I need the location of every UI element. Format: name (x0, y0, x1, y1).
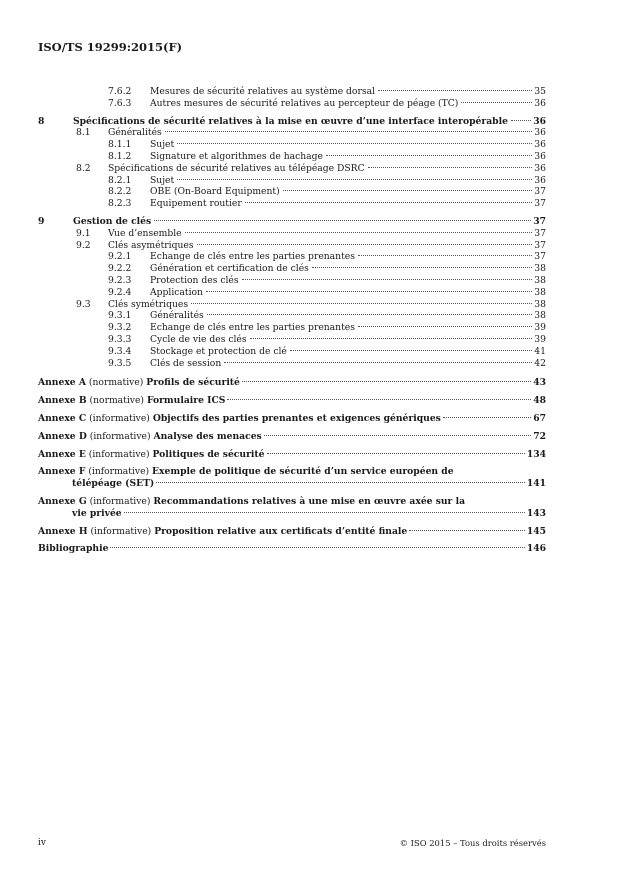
toc-entry[interactable] (38, 86, 546, 98)
toc-entry-page: 37 (534, 251, 546, 263)
toc-entry-page: 36 (534, 97, 546, 109)
annex-type: (normative) (88, 377, 144, 389)
dot-leader (156, 482, 525, 483)
toc-entry-number: 8.2.2 (108, 186, 132, 198)
annex-title: Exemple de politique de sécurité d’un service européen de (152, 466, 454, 478)
annex-title: Formulaire ICS (146, 395, 226, 407)
annex-page: 72 (533, 430, 546, 442)
annex-label: Annexe C (38, 412, 87, 424)
annex-label: Annexe A (38, 377, 86, 389)
annex-label: Annexe H (38, 525, 88, 537)
annex-label: Annexe F (38, 466, 86, 478)
toc-entry-title: Clés asymétriques (108, 239, 194, 251)
dot-leader (409, 530, 525, 531)
toc-entry-number: 9.3 (76, 298, 91, 310)
dot-leader (191, 303, 532, 304)
toc-entry-page: 36 (534, 139, 546, 151)
toc-entry-page: 35 (534, 86, 546, 97)
toc-entry-title: Généralités (108, 127, 162, 139)
toc-entry[interactable] (38, 358, 546, 370)
annex-title: Proposition relative aux certificats d’entité finale (154, 525, 408, 537)
annex-type: (informative) (89, 495, 151, 507)
toc-entry[interactable] (38, 175, 546, 187)
toc-entry-page: 38 (534, 263, 546, 275)
toc-entry-page: 41 (534, 345, 546, 357)
toc-entry-number: 9.2.3 (108, 274, 132, 286)
toc-entry-number: 7.6.2 (108, 86, 132, 97)
toc-entry[interactable] (38, 334, 546, 346)
toc-annex-entry[interactable] (38, 395, 546, 407)
dot-leader (245, 202, 533, 203)
toc-entry-title: Sujet (150, 174, 175, 186)
toc-entry-number: 9.3.4 (108, 345, 132, 357)
annex-label: Annexe E (38, 448, 86, 460)
annex-page: 67 (533, 412, 546, 424)
toc-entry[interactable] (38, 186, 546, 198)
annex-title: Analyse des menaces (153, 430, 262, 442)
dot-leader (242, 279, 533, 280)
toc-entry-number: 9.3.3 (108, 333, 132, 345)
dot-leader (511, 120, 531, 121)
toc-annex-entry[interactable] (38, 543, 546, 555)
toc-entry-page: 36 (534, 162, 546, 174)
toc-entry-number: 9.2.2 (108, 263, 132, 275)
annex-page: 143 (526, 507, 546, 519)
toc-entry-page: 38 (534, 310, 546, 322)
toc-entry-title: Stockage et protection de clé (150, 345, 287, 357)
annex-page: 48 (533, 395, 546, 407)
dot-leader (368, 167, 533, 168)
toc-annex-entry[interactable] (38, 449, 546, 461)
toc-entry[interactable] (38, 263, 546, 275)
dot-leader (378, 90, 532, 91)
toc-entry-title: Echange de clés entre les parties prenantes (150, 322, 355, 334)
annex-label: Annexe D (38, 430, 87, 442)
toc-entry[interactable] (38, 275, 546, 287)
toc-entry-page: 39 (534, 322, 546, 334)
toc-entry-number: 9 (38, 215, 45, 227)
dot-leader (461, 102, 532, 103)
toc-entry[interactable] (38, 163, 546, 175)
toc-entry-number: 8.2 (76, 162, 91, 174)
toc-entry-title: Application (150, 286, 203, 298)
toc-entry-page: 37 (534, 239, 546, 251)
toc-entry-title: Equipement routier (150, 198, 242, 210)
annex-label: Annexe B (38, 395, 87, 407)
toc-entry-title: Sujet (150, 139, 175, 151)
toc-annex-entry[interactable] (38, 526, 546, 538)
toc-entry-number: 9.2.1 (108, 251, 132, 263)
toc-entry-title: Spécifications de sécurité relatives au télépéage DSRC (108, 162, 365, 174)
toc-entry[interactable] (38, 151, 546, 163)
toc-entry-page: 36 (534, 127, 546, 139)
toc-entry-number: 9.2.4 (108, 286, 132, 298)
annex-type: (informative) (89, 430, 151, 442)
toc-entry-number: 7.6.3 (108, 97, 132, 109)
dot-leader (242, 381, 531, 382)
annex-title: Profils de sécurité (146, 377, 240, 389)
dot-leader (358, 326, 532, 327)
toc-entry-title: Clés symétriques (108, 298, 189, 310)
dot-leader (312, 267, 532, 268)
toc-entry-page: 42 (534, 357, 546, 369)
annex-type: (informative) (88, 448, 150, 460)
dot-leader (250, 338, 533, 339)
toc-entry-title: OBE (On-Board Equipment) (150, 186, 280, 198)
toc-entry[interactable] (38, 116, 546, 128)
toc-entry-title: Signature et algorithmes de hachage (150, 150, 323, 162)
toc-entry-page: 36 (534, 174, 546, 186)
toc-annex-entry[interactable] (38, 431, 546, 443)
annex-page: 134 (526, 448, 546, 460)
toc-entry-title: Vue d’ensemble (108, 227, 182, 239)
annex-title: Politiques de sécurité (152, 448, 265, 460)
dot-leader (177, 143, 532, 144)
toc-entry[interactable] (38, 322, 546, 334)
toc-annex-entry[interactable] (38, 413, 546, 425)
annex-title: Objectifs des parties prenantes et exigences génériques (152, 412, 441, 424)
toc-entry-number: 8.1 (76, 127, 91, 139)
toc-entry-title: Génération et certification de clés (150, 263, 309, 275)
toc-entry-page: 38 (534, 286, 546, 298)
toc-entry-number: 9.1 (76, 227, 91, 239)
toc-annex-entry[interactable] (38, 377, 546, 389)
toc-entry-title: Gestion de clés (73, 215, 152, 227)
annex-type: (informative) (89, 412, 150, 424)
annex-page: 146 (526, 543, 546, 555)
annex-type: (informative) (90, 525, 152, 537)
dot-leader (224, 362, 532, 363)
toc-entry-page: 37 (534, 186, 546, 198)
annex-label: Bibliographie (38, 543, 109, 555)
annex-type: (informative) (88, 466, 150, 478)
toc-entry-page: 38 (534, 274, 546, 286)
toc-entry-title: Echange de clés entre les parties prenantes (150, 251, 355, 263)
dot-leader (283, 190, 533, 191)
annex-page: 141 (526, 478, 546, 490)
toc-entry-number: 9.3.2 (108, 322, 132, 334)
document-header: ISO/TS 19299:2015(F) (38, 40, 183, 54)
annex-title-continued: télépéage (SET) (72, 478, 155, 490)
dot-leader (227, 399, 531, 400)
toc-entry-number: 8.2.3 (108, 198, 132, 210)
toc-entry[interactable] (38, 310, 546, 322)
dot-leader (124, 512, 525, 513)
toc-entry-title: Protection des clés (150, 274, 239, 286)
toc-annex-entry[interactable] (38, 496, 546, 520)
toc-entry-number: 9.3.5 (108, 357, 132, 369)
toc-entry[interactable] (38, 287, 546, 299)
dot-leader (326, 155, 532, 156)
copyright-notice: © ISO 2015 – Tous droits réservés (399, 838, 546, 848)
toc-entry[interactable] (38, 346, 546, 358)
toc-annex-entry[interactable] (38, 466, 546, 490)
dot-leader (264, 435, 531, 436)
toc-entry-title: Mesures de sécurité relatives au système dorsal (150, 86, 375, 97)
toc-entry-page: 37 (534, 198, 546, 210)
dot-leader (267, 453, 525, 454)
dot-leader (185, 232, 533, 233)
toc-entry[interactable] (38, 228, 546, 240)
annex-type: (normative) (89, 395, 145, 407)
toc-entry-title: Spécifications de sécurité relatives à la mise en œuvre d’une interface interopérable (73, 115, 508, 127)
dot-leader (154, 220, 531, 221)
dot-leader (207, 314, 533, 315)
dot-leader (443, 417, 531, 418)
toc-entry[interactable] (38, 251, 546, 263)
toc-spacer (38, 369, 546, 377)
annex-page: 145 (526, 525, 546, 537)
toc-entry-page: 36 (534, 150, 546, 162)
toc-entry-number: 8.2.1 (108, 174, 132, 186)
toc-entry-page: 37 (534, 227, 546, 239)
annex-label: Annexe G (38, 495, 87, 507)
dot-leader (165, 131, 533, 132)
toc-entry[interactable] (38, 240, 546, 252)
toc-entry-title: Clés de session (150, 357, 222, 369)
dot-leader (290, 350, 532, 351)
annex-title-continued: vie privée (72, 507, 122, 519)
toc-entry-number: 8.1.2 (108, 150, 132, 162)
dot-leader (206, 291, 532, 292)
dot-leader (197, 244, 533, 245)
toc-entry-page: 39 (534, 333, 546, 345)
toc-entry-title: Autres mesures de sécurité relatives au percepteur de péage (TC) (150, 97, 459, 109)
toc-entry-title: Généralités (150, 310, 204, 322)
toc-entry-number: 8.1.1 (108, 139, 132, 151)
toc-entry-page: 37 (533, 215, 546, 227)
toc-entry-number: 9.2 (76, 239, 91, 251)
toc-entry[interactable] (38, 198, 546, 210)
page-number: iv (38, 838, 46, 848)
toc-entry[interactable] (38, 127, 546, 139)
annex-title: Recommandations relatives à une mise en œuvre axée sur la (153, 495, 466, 507)
annex-page: 43 (533, 377, 546, 389)
toc-entry[interactable] (38, 216, 546, 228)
toc-entry[interactable] (38, 139, 546, 151)
toc-entry[interactable] (38, 98, 546, 110)
toc-entry-title: Cycle de vie des clés (150, 333, 247, 345)
toc-entry-page: 38 (534, 298, 546, 310)
toc-entry-page: 36 (533, 115, 546, 127)
toc-entry[interactable] (38, 299, 546, 311)
table-of-contents (38, 86, 546, 561)
toc-entry-number: 8 (38, 115, 45, 127)
dot-leader (110, 547, 524, 548)
dot-leader (358, 255, 532, 256)
dot-leader (177, 179, 532, 180)
toc-entry-number: 9.3.1 (108, 310, 132, 322)
